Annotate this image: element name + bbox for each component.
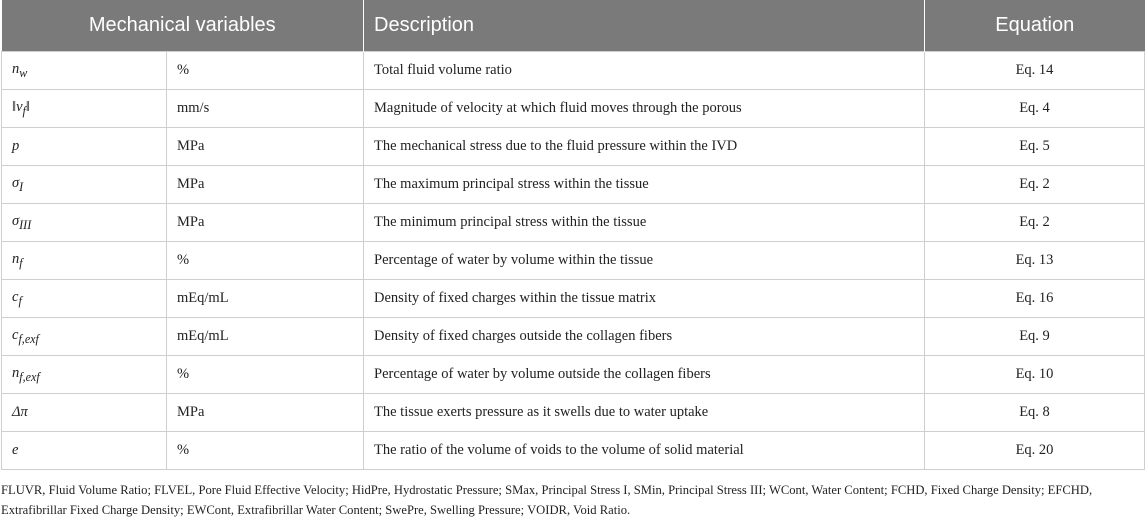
header-description: Description — [364, 0, 925, 52]
variable-unit: % — [167, 242, 364, 280]
table-header-row — [2, 0, 1145, 52]
variable-symbol — [2, 356, 167, 394]
table-row — [2, 394, 1145, 432]
variable-unit: MPa — [167, 128, 364, 166]
symbol-base: σ — [12, 212, 20, 229]
header-mechanical-variables: Mechanical variables — [2, 0, 364, 52]
variable-description: The mechanical stress due to the fluid pressure within the IVD — [364, 128, 925, 166]
variable-equation: Eq. 5 — [925, 128, 1145, 166]
symbol-base: n — [12, 364, 20, 381]
symbol-subscript: f — [19, 255, 23, 270]
variable-description: The maximum principal stress within the tissue — [364, 166, 925, 204]
variable-equation: Eq. 2 — [925, 166, 1145, 204]
symbol-subscript: I — [19, 179, 24, 194]
variable-equation: Eq. 20 — [925, 432, 1145, 470]
table-row — [2, 280, 1145, 318]
table-row — [2, 204, 1145, 242]
table-body — [2, 52, 1145, 470]
variable-unit: MPa — [167, 166, 364, 204]
symbol-base: p — [12, 138, 20, 154]
symbol-tail: ‖ — [25, 98, 30, 115]
variable-symbol — [2, 242, 167, 280]
table-row — [2, 90, 1145, 128]
symbol-subscript: f,exf — [19, 369, 40, 384]
variable-symbol — [2, 280, 167, 318]
variable-description: Magnitude of velocity at which fluid moves through the porous — [364, 90, 925, 128]
symbol-base: σ — [12, 174, 20, 191]
variable-equation: Eq. 13 — [925, 242, 1145, 280]
header-equation: Equation — [925, 0, 1145, 52]
variable-unit: mEq/mL — [167, 280, 364, 318]
mechanical-variables-table — [1, 0, 1145, 470]
symbol-subscript: f — [18, 293, 22, 308]
variable-unit: mm/s — [167, 90, 364, 128]
table-row — [2, 166, 1145, 204]
variable-description: The minimum principal stress within the tissue — [364, 204, 925, 242]
variable-symbol — [2, 318, 167, 356]
variable-symbol — [2, 52, 167, 90]
variable-description: Percentage of water by volume outside the collagen fibers — [364, 356, 925, 394]
variable-unit: % — [167, 52, 364, 90]
variable-equation: Eq. 16 — [925, 280, 1145, 318]
variable-symbol — [2, 394, 167, 432]
variable-unit: % — [167, 356, 364, 394]
table-footnote: FLUVR, Fluid Volume Ratio; FLVEL, Pore Fluid Effective Velocity; HidPre, Hydrostatic Pressure; SMax, Principal Stress I, SMin, Principal Stress III; WCont, Water Content; FCHD, Fixed Charge Density; EFCHD, Extrafibrillar Fixed Charge Density; EWCont, Extrafibrillar Water Content; SwePre, Swelling Pressure; VOIDR, Void Ratio. — [1, 483, 1093, 517]
variable-description: The tissue exerts pressure as it swells due to water uptake — [364, 394, 925, 432]
variable-equation: Eq. 2 — [925, 204, 1145, 242]
symbol-base: ‖v — [12, 98, 23, 115]
variable-unit: MPa — [167, 394, 364, 432]
table-row — [2, 318, 1145, 356]
variable-equation: Eq. 8 — [925, 394, 1145, 432]
variable-symbol — [2, 204, 167, 242]
table-row — [2, 432, 1145, 470]
variable-equation: Eq. 10 — [925, 356, 1145, 394]
symbol-subscript: f,exf — [18, 331, 39, 346]
symbol-subscript: w — [19, 65, 28, 80]
variable-description: Density of fixed charges outside the collagen fibers — [364, 318, 925, 356]
symbol-subscript: III — [19, 217, 32, 232]
table-row — [2, 52, 1145, 90]
variable-unit: mEq/mL — [167, 318, 364, 356]
symbol-base: e — [12, 442, 19, 458]
variable-equation: Eq. 9 — [925, 318, 1145, 356]
symbol-subscript: f — [22, 103, 26, 118]
symbol-base: n — [12, 60, 20, 77]
variable-description: Density of fixed charges within the tissue matrix — [364, 280, 925, 318]
variable-symbol — [2, 90, 167, 128]
variable-unit: % — [167, 432, 364, 470]
variable-symbol — [2, 166, 167, 204]
table-row — [2, 128, 1145, 166]
variable-equation: Eq. 4 — [925, 90, 1145, 128]
variable-equation: Eq. 14 — [925, 52, 1145, 90]
variable-unit: MPa — [167, 204, 364, 242]
variable-description: Percentage of water by volume within the tissue — [364, 242, 925, 280]
variable-symbol — [2, 128, 167, 166]
symbol-base: c — [12, 288, 19, 305]
symbol-base: n — [12, 250, 20, 267]
variable-description: Total fluid volume ratio — [364, 52, 925, 90]
table-row — [2, 356, 1145, 394]
variable-symbol — [2, 432, 167, 470]
symbol-base: Δπ — [12, 404, 28, 420]
symbol-base: c — [12, 326, 19, 343]
variable-description: The ratio of the volume of voids to the volume of solid material — [364, 432, 925, 470]
table-row — [2, 242, 1145, 280]
